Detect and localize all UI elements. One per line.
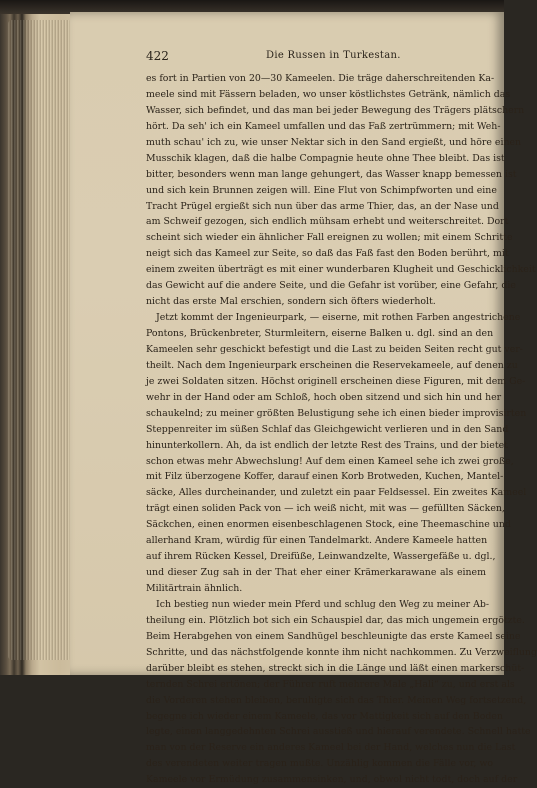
text-line: die Vorderen stehen bleiben, beruhigte sich das Thier. Meinen Weg fortsetzend, — [146, 694, 527, 706]
text-line: am Schweif gezogen, sich endlich mühsam erhebt und weiterschreitet. Dort — [146, 216, 509, 228]
body-text — [146, 71, 537, 788]
text-line: hört. Da seh' ich ein Kameel umfallen und das Faß zertrümmern; mit Weh- — [146, 120, 501, 132]
text-line: Säckchen, einen enormen eisenbeschlagenen Stock, eine Theemaschine und — [146, 519, 511, 531]
text-line: und sich kein Brunnen zeigen will. Eine Flut von Schimpfworten und eine — [146, 184, 497, 196]
running-head: Die Russen in Turkestan. — [266, 50, 401, 61]
text-line: Kameelen sehr geschickt befestigt und die Last zu beiden Seiten recht gut ver- — [146, 343, 523, 355]
text-line: Jetzt kommt der Ingenieurpark, — eiserne, mit rothen Farben angestrichene — [156, 312, 521, 324]
text-line: scheint sich wieder ein ähnlicher Fall ereignen zu wollen; mit einem Schritte — [146, 232, 513, 244]
text-line: legte, einen langgedehnten Schrei ausstieß und hierauf verendete. Schnell hatte — [146, 726, 531, 738]
text-line: Schritte, und das nächstfolgende konnte ihm nicht nachkommen. Zu Verzweiflung — [146, 646, 537, 658]
text-line: und dieser Zug sah in der That eher einer Krämerkarawane als einem — [146, 567, 486, 579]
text-line: Militärtrain ähnlich. — [146, 583, 243, 594]
text-line: Musschik klagen, daß die halbe Compagnie heute ohne Thee bleibt. Das ist — [146, 152, 505, 164]
text-line: Tracht Prügel ergießt sich nun über das arme Thier, das, an der Nase und — [146, 200, 499, 212]
page-number: 422 — [146, 49, 169, 63]
text-line: allerhand Kram, würdig für einen Tandelmarkt. Andere Kameele hatten — [146, 535, 488, 547]
text-line: begegne ich wieder einem Kameele, das vor Mattigkeit sich auf den Boden — [146, 710, 503, 722]
text-line: einem zweiten überträgt es mit einer wunderbaren Klugheit und Geschicklichkeit — [146, 264, 536, 276]
text-line: mit Filz überzogene Koffer, darauf einen Korb Brotweden, Kuchen, Mantel- — [146, 471, 504, 483]
text-line: muth schau' ich zu, wie unser Nektar sich in den Sand ergießt, und höre einen — [146, 136, 522, 148]
text-line: Beim Herabgehen von einem Sandhügel beschleunigte das erste Kameel seine — [146, 630, 521, 642]
text-line: Pontons, Brückenbreter, Sturmleitern, eiserne Balken u. dgl. sind an den — [146, 328, 494, 339]
text-line: auf ihrem Rücken Kessel, Dreifüße, Leinwandzelte, Wassergefäße u. dgl., — [146, 551, 496, 563]
text-line: je zwei Soldaten sitzen. Höchst originell erscheinen diese Figuren, mit dem Ge- — [146, 375, 526, 387]
text-line: Kameele vor Ermüdung zusammensinken, und, obwol nicht todt, doch auf der — [146, 774, 518, 786]
text-line: man von der Reserve ein anderes Kameel bei der Hand, welches nun die Last — [146, 742, 516, 754]
page-header — [146, 49, 491, 67]
text-line: bitter, besonders wenn man lange gehungert, das Wasser knapp bemessen ist — [146, 168, 517, 180]
text-line: nicht das erste Mal erschien, sondern sich öfters wiederholt. — [146, 296, 436, 308]
text-line: Steppenreiter im süßen Schlaf das Gleichgewicht verlieren und in den Sand — [146, 423, 509, 435]
text-line: ternden Schrei ertönen; der Führer ruft mehrere Male „Hali“ zu, und erst als — [146, 678, 515, 690]
text-line: schon etwas mehr Abwechslung! Auf dem einen Kameel sehe ich zwei große, — [146, 455, 514, 467]
text-line: hinunterkollern. Ah, da ist endlich der letzte Rest des Trains, und der bietet — [146, 439, 508, 451]
text-line: trägt einen soliden Pack von — ich weiß nicht, mit was — gefüllten Säcken, — [146, 503, 505, 515]
page-block-edges — [8, 20, 72, 660]
text-line: Ich bestieg nun wieder mein Pferd und schlug den Weg zu meiner Ab- — [156, 598, 490, 610]
text-line: wehr in der Hand oder am Schloß, hoch oben sitzend und sich hin und her — [146, 391, 502, 403]
text-line: das Gewicht auf die andere Seite, und die Gefahr ist vorüber, eine Gefahr, die — [146, 280, 516, 292]
text-line: theilt. Nach dem Ingenieurpark erscheinen die Reservekameele, auf denen zu — [146, 359, 518, 371]
text-line: meele sind mit Fässern beladen, wo unser köstlichstes Getränk, nämlich das — [146, 88, 511, 100]
text-line: neigt sich das Kameel zur Seite, so daß das Faß fast den Boden berührt, mit — [146, 248, 509, 260]
text-line: es fort in Partien von 20—30 Kameelen. Die träge daherschreitenden Ka- — [146, 73, 495, 84]
text-line: darüber bleibt es stehen, streckt sich in die Länge und läßt einen markerschüt- — [146, 662, 525, 674]
text-line: theilung ein. Plötzlich bot sich ein Schauspiel dar, das mich ungemein ergötzte. — [146, 614, 525, 626]
text-line: des verendeten weiter tragen mußte. Unzählig kommen die Fälle vor, wo — [146, 758, 494, 770]
text-line: Wasser, sich befindet, und das man bei jeder Bewegung des Trägers plätschern — [146, 104, 525, 116]
text-line: schaukelnd; zu meiner größten Belustigung sehe ich einen bieder improvisirten — [146, 407, 527, 419]
text-line: säcke, Alles durcheinander, und zuletzt ein paar Feldsessel. Ein zweites Kameel — [146, 487, 527, 499]
